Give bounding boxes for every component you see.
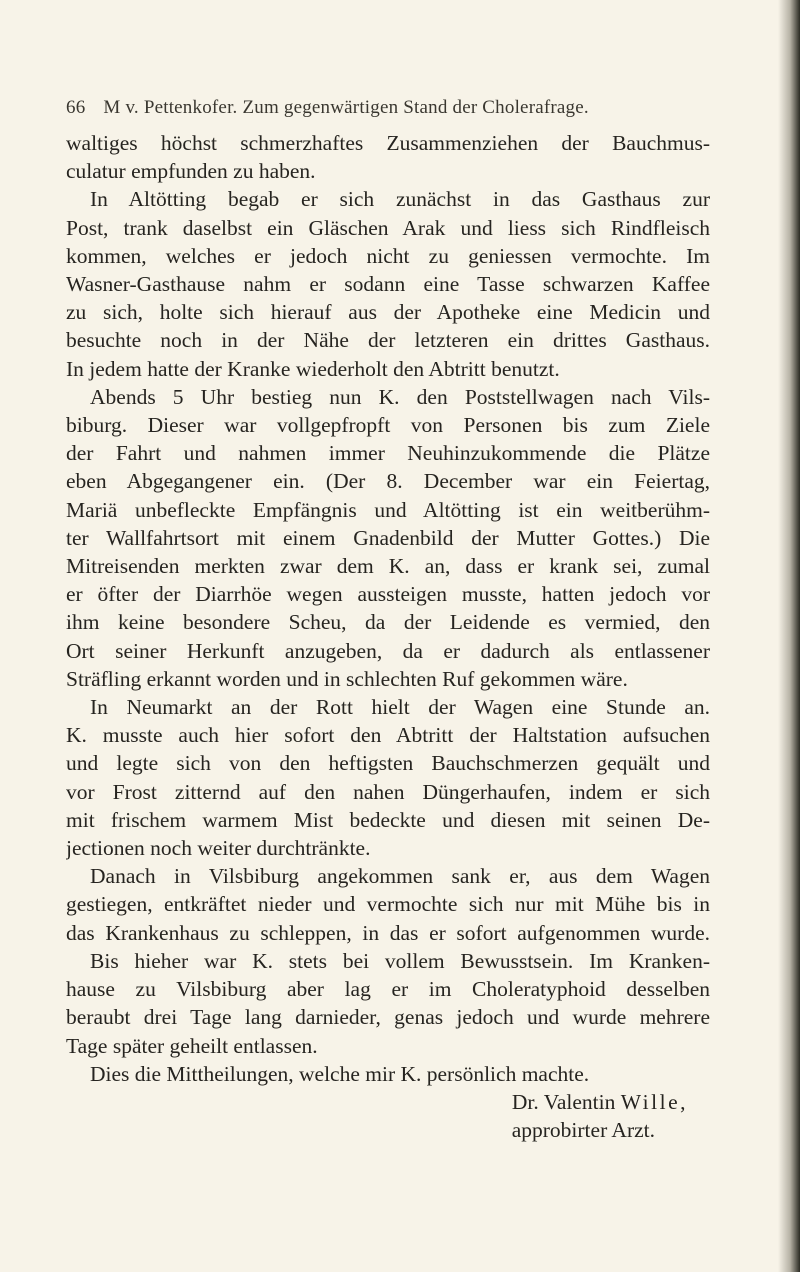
text-line: kommen, welches er jedoch nicht zu geniessen vermochte. Im	[66, 243, 710, 268]
text-line: jectionen noch weiter durchtränkte.	[66, 836, 371, 861]
text-line: In Neumarkt an der Rott hielt der Wagen eine Stunde an.	[90, 695, 710, 720]
text-line: ter Wallfahrtsort mit einem Gnadenbild der Mutter Gottes.) Die	[66, 525, 710, 550]
text-line: Mariä unbefleckte Empfängnis und Altötting ist ein weitberühm-	[66, 497, 710, 522]
text-line: waltiges höchst schmerzhaftes Zusammenziehen der Bauchmus-	[66, 131, 710, 155]
signature-surname: Wille,	[620, 1089, 688, 1114]
signature-title: approbirter Arzt.	[511, 1118, 655, 1143]
text-line: biburg. Dieser war vollgepfropft von Personen bis zum Ziele	[66, 413, 710, 438]
body-text	[66, 129, 710, 1144]
page-number: 66	[66, 97, 86, 118]
text-line: zu sich, holte sich hierauf aus der Apotheke eine Medicin und	[66, 300, 710, 325]
text-line: Dies die Mittheilungen, welche mir K. persönlich machte.	[90, 1061, 590, 1086]
text-line: vor Frost zitternd auf den nahen Düngerhaufen, indem er sich	[66, 779, 710, 804]
text-line: K. musste auch hier sofort den Abtritt der Haltstation aufsuchen	[66, 723, 710, 748]
page-edge-shadow	[778, 0, 800, 1272]
text-line: Abends 5 Uhr bestieg nun K. den Poststellwagen nach Vils-	[90, 384, 710, 409]
text-line: der Fahrt und nahmen immer Neuhinzukommende die Plätze	[66, 441, 710, 466]
text-line: er öfter der Diarrhöe wegen aussteigen musste, hatten jedoch vor	[66, 582, 710, 607]
text-line: In jedem hatte der Kranke wiederholt den Abtritt benutzt.	[66, 356, 560, 381]
text-line: ihm keine besondere Scheu, da der Leidende es vermied, den	[66, 610, 710, 635]
text-line: Tage später geheilt entlassen.	[66, 1033, 318, 1058]
text-line: gestiegen, entkräftet nieder und vermochte sich nur mit Mühe bis in	[66, 892, 710, 917]
running-title: M v. Pettenkofer. Zum gegenwärtigen Stand der Cholerafrage.	[103, 97, 589, 118]
text-line: besuchte noch in der Nähe der letzteren ein drittes Gasthaus.	[66, 328, 710, 353]
text-line: Mitreisenden merkten zwar dem K. an, dass er krank sei, zumal	[66, 554, 710, 579]
signature-name-prefix: Dr. Valentin	[511, 1089, 616, 1114]
text-line: und legte sich von den heftigsten Bauchschmerzen gequält und	[66, 751, 710, 776]
text-line: eben Abgegangener ein. (Der 8. December war ein Feiertag,	[66, 469, 710, 494]
text-line: Sträfling erkannt worden und in schlechten Ruf gekommen wäre.	[66, 666, 628, 691]
text-line: das Krankenhaus zu schleppen, in das er sofort aufgenommen wurde.	[66, 920, 710, 945]
text-line: beraubt drei Tage lang darnieder, genas jedoch und wurde mehrere	[66, 1005, 710, 1030]
text-line: mit frischem warmem Mist bedeckte und diesen mit seinen De-	[66, 807, 710, 832]
signature-block	[66, 1088, 710, 1144]
text-line: Ort seiner Herkunft anzugeben, da er dadurch als entlassener	[66, 638, 710, 663]
text-line: Wasner-Gasthause nahm er sodann eine Tasse schwarzen Kaffee	[66, 272, 710, 297]
text-line: In Altötting begab er sich zunächst in das Gasthaus zur	[90, 187, 710, 212]
text-line: Danach in Vilsbiburg angekommen sank er, aus dem Wagen	[90, 864, 710, 889]
text-line: culatur empfunden zu haben.	[66, 159, 316, 184]
signature-name	[66, 1088, 710, 1116]
text-line: Bis hieher war K. stets bei vollem Bewusstsein. Im Kranken-	[90, 948, 710, 973]
running-header	[66, 97, 706, 119]
text-line: hause zu Vilsbiburg aber lag er im Choleratyphoid desselben	[66, 977, 710, 1002]
text-line: Post, trank daselbst ein Gläschen Arak und liess sich Rindfleisch	[66, 215, 710, 240]
